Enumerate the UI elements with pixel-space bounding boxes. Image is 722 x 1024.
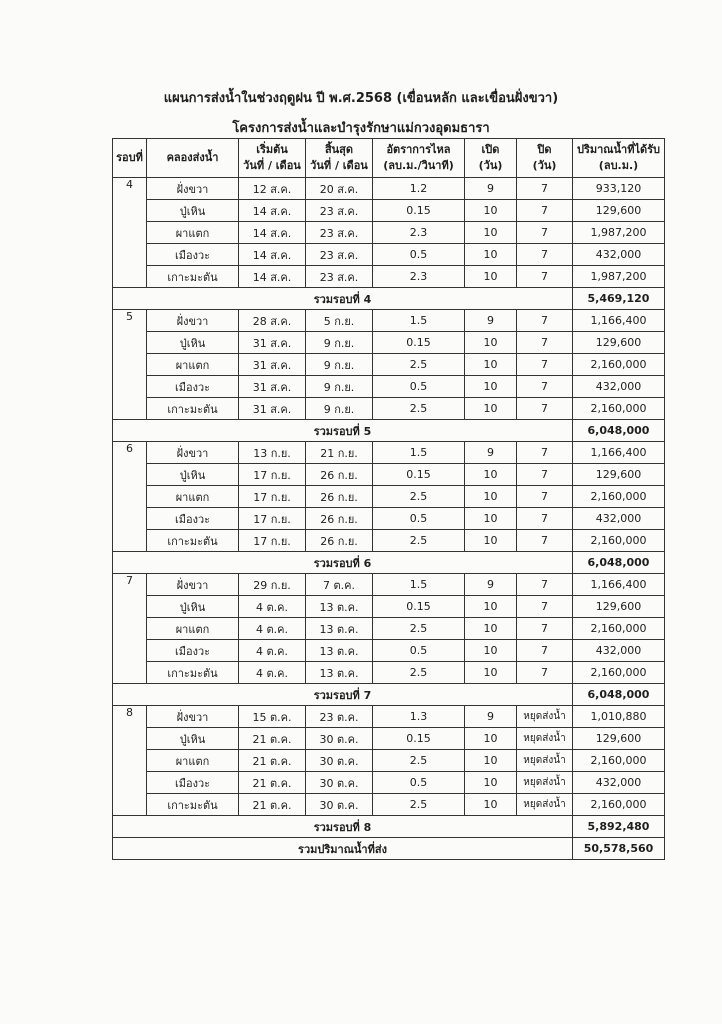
table-row: [113, 596, 665, 618]
cell-open: 10: [465, 266, 517, 288]
cell-end: 13 ต.ค.: [306, 596, 373, 618]
cell-rate: 2.5: [373, 486, 465, 508]
round-number: 5: [113, 310, 147, 420]
cell-open: 10: [465, 794, 517, 816]
cell-open: 10: [465, 530, 517, 552]
round-total-label: รวมรอบที่ 7: [113, 684, 573, 706]
cell-close: 7: [517, 200, 573, 222]
round-total-value: 5,469,120: [573, 288, 665, 310]
cell-canal: ผาแตก: [147, 354, 239, 376]
cell-rate: 0.15: [373, 200, 465, 222]
cell-rate: 2.5: [373, 750, 465, 772]
cell-close: หยุดส่งน้ำ: [517, 750, 573, 772]
cell-start: 4 ต.ค.: [239, 662, 306, 684]
cell-end: 9 ก.ย.: [306, 332, 373, 354]
cell-end: 23 ส.ค.: [306, 222, 373, 244]
cell-start: 21 ต.ค.: [239, 728, 306, 750]
cell-rate: 2.5: [373, 794, 465, 816]
cell-start: 21 ต.ค.: [239, 772, 306, 794]
cell-close: หยุดส่งน้ำ: [517, 772, 573, 794]
cell-open: 9: [465, 442, 517, 464]
cell-canal: ปู่เหิน: [147, 200, 239, 222]
cell-volume: 1,987,200: [573, 222, 665, 244]
header-close-days: ปิด (วัน): [517, 139, 573, 178]
cell-rate: 2.5: [373, 662, 465, 684]
cell-close: 7: [517, 464, 573, 486]
table-header-row: [113, 139, 665, 178]
cell-end: 23 ส.ค.: [306, 266, 373, 288]
cell-canal: ปู่เหิน: [147, 596, 239, 618]
cell-start: 28 ส.ค.: [239, 310, 306, 332]
cell-end: 21 ก.ย.: [306, 442, 373, 464]
cell-rate: 0.15: [373, 596, 465, 618]
round-number: 8: [113, 706, 147, 816]
cell-canal: เกาะมะตัน: [147, 794, 239, 816]
round-total-row: [113, 816, 665, 838]
header-start: เริ่มต้น วันที่ / เดือน: [239, 139, 306, 178]
table-row: [113, 530, 665, 552]
cell-close: 7: [517, 486, 573, 508]
cell-open: 10: [465, 376, 517, 398]
cell-open: 10: [465, 662, 517, 684]
cell-start: 14 ส.ค.: [239, 200, 306, 222]
cell-open: 10: [465, 332, 517, 354]
cell-rate: 1.5: [373, 310, 465, 332]
cell-end: 23 ส.ค.: [306, 244, 373, 266]
cell-end: 30 ต.ค.: [306, 750, 373, 772]
cell-start: 12 ส.ค.: [239, 178, 306, 200]
table-row: [113, 794, 665, 816]
cell-close: 7: [517, 618, 573, 640]
cell-start: 14 ส.ค.: [239, 266, 306, 288]
cell-start: 4 ต.ค.: [239, 596, 306, 618]
round-total-label: รวมรอบที่ 6: [113, 552, 573, 574]
cell-rate: 2.5: [373, 354, 465, 376]
cell-open: 10: [465, 772, 517, 794]
grand-total-value: 50,578,560: [573, 838, 665, 860]
cell-end: 9 ก.ย.: [306, 376, 373, 398]
cell-rate: 1.2: [373, 178, 465, 200]
cell-volume: 432,000: [573, 376, 665, 398]
cell-canal: ฝั่งขวา: [147, 706, 239, 728]
cell-open: 10: [465, 200, 517, 222]
cell-canal: ฝั่งขวา: [147, 178, 239, 200]
cell-volume: 2,160,000: [573, 662, 665, 684]
cell-volume: 2,160,000: [573, 618, 665, 640]
cell-close: 7: [517, 596, 573, 618]
round-number: 6: [113, 442, 147, 552]
document-subtitle: โครงการส่งน้ำและบำรุงรักษาแม่กวงอุดมธารา: [232, 121, 490, 136]
cell-close: 7: [517, 332, 573, 354]
round-total-row: [113, 552, 665, 574]
cell-volume: 1,166,400: [573, 442, 665, 464]
table-row: [113, 772, 665, 794]
cell-start: 4 ต.ค.: [239, 618, 306, 640]
table-row: [113, 266, 665, 288]
cell-close: 7: [517, 266, 573, 288]
cell-start: 17 ก.ย.: [239, 508, 306, 530]
cell-rate: 0.5: [373, 376, 465, 398]
table-row: [113, 200, 665, 222]
cell-end: 7 ต.ค.: [306, 574, 373, 596]
cell-volume: 129,600: [573, 200, 665, 222]
cell-close: 7: [517, 508, 573, 530]
cell-canal: ผาแตก: [147, 750, 239, 772]
table-row: [113, 574, 665, 596]
header-canal: คลองส่งน้ำ: [147, 139, 239, 178]
cell-end: 9 ก.ย.: [306, 398, 373, 420]
round-total-label: รวมรอบที่ 8: [113, 816, 573, 838]
grand-total-label: รวมปริมาณน้ำที่ส่ง: [113, 838, 573, 860]
cell-volume: 2,160,000: [573, 750, 665, 772]
cell-canal: ปู่เหิน: [147, 464, 239, 486]
cell-close: 7: [517, 662, 573, 684]
table-row: [113, 508, 665, 530]
cell-rate: 0.15: [373, 332, 465, 354]
cell-volume: 1,987,200: [573, 266, 665, 288]
table-row: [113, 662, 665, 684]
cell-start: 17 ก.ย.: [239, 464, 306, 486]
cell-canal: เกาะมะตัน: [147, 662, 239, 684]
water-delivery-plan-table: [112, 138, 665, 860]
table-row: [113, 750, 665, 772]
header-volume: ปริมาณน้ำที่ได้รับ (ลบ.ม.): [573, 139, 665, 178]
cell-volume: 2,160,000: [573, 486, 665, 508]
cell-rate: 2.5: [373, 618, 465, 640]
cell-volume: 129,600: [573, 464, 665, 486]
cell-close: 7: [517, 376, 573, 398]
cell-canal: เกาะมะตัน: [147, 398, 239, 420]
round-total-value: 6,048,000: [573, 552, 665, 574]
cell-volume: 432,000: [573, 772, 665, 794]
cell-start: 13 ก.ย.: [239, 442, 306, 464]
table-row: [113, 706, 665, 728]
round-total-label: รวมรอบที่ 5: [113, 420, 573, 442]
table-row: [113, 222, 665, 244]
cell-open: 10: [465, 618, 517, 640]
table-row: [113, 332, 665, 354]
round-total-value: 6,048,000: [573, 684, 665, 706]
cell-start: 21 ต.ค.: [239, 750, 306, 772]
round-total-row: [113, 288, 665, 310]
cell-end: 26 ก.ย.: [306, 464, 373, 486]
cell-canal: ฝั่งขวา: [147, 310, 239, 332]
cell-end: 30 ต.ค.: [306, 772, 373, 794]
table-row: [113, 398, 665, 420]
cell-start: 17 ก.ย.: [239, 486, 306, 508]
header-round: รอบที่: [113, 139, 147, 178]
cell-canal: ผาแตก: [147, 618, 239, 640]
cell-volume: 2,160,000: [573, 398, 665, 420]
cell-canal: เกาะมะตัน: [147, 530, 239, 552]
cell-close: หยุดส่งน้ำ: [517, 706, 573, 728]
cell-volume: 1,166,400: [573, 574, 665, 596]
cell-rate: 0.5: [373, 772, 465, 794]
cell-canal: เมืองวะ: [147, 244, 239, 266]
table-row: [113, 244, 665, 266]
cell-start: 21 ต.ค.: [239, 794, 306, 816]
cell-start: 17 ก.ย.: [239, 530, 306, 552]
cell-rate: 1.5: [373, 574, 465, 596]
cell-open: 10: [465, 244, 517, 266]
cell-end: 13 ต.ค.: [306, 640, 373, 662]
cell-open: 10: [465, 750, 517, 772]
cell-rate: 2.3: [373, 222, 465, 244]
cell-volume: 1,010,880: [573, 706, 665, 728]
cell-volume: 2,160,000: [573, 354, 665, 376]
table-row: [113, 618, 665, 640]
table-row: [113, 376, 665, 398]
table-row: [113, 310, 665, 332]
cell-start: 29 ก.ย.: [239, 574, 306, 596]
round-number: 4: [113, 178, 147, 288]
cell-close: หยุดส่งน้ำ: [517, 794, 573, 816]
cell-canal: ปู่เหิน: [147, 332, 239, 354]
cell-open: 9: [465, 574, 517, 596]
cell-canal: ผาแตก: [147, 222, 239, 244]
cell-volume: 129,600: [573, 596, 665, 618]
cell-rate: 1.3: [373, 706, 465, 728]
cell-close: 7: [517, 574, 573, 596]
cell-open: 10: [465, 464, 517, 486]
cell-open: 9: [465, 310, 517, 332]
table-row: [113, 486, 665, 508]
cell-canal: ผาแตก: [147, 486, 239, 508]
cell-rate: 0.5: [373, 640, 465, 662]
cell-start: 15 ต.ค.: [239, 706, 306, 728]
cell-close: 7: [517, 530, 573, 552]
table-row: [113, 178, 665, 200]
cell-volume: 1,166,400: [573, 310, 665, 332]
cell-open: 10: [465, 508, 517, 530]
header-open-days: เปิด (วัน): [465, 139, 517, 178]
cell-start: 14 ส.ค.: [239, 244, 306, 266]
cell-start: 31 ส.ค.: [239, 332, 306, 354]
cell-open: 9: [465, 178, 517, 200]
cell-rate: 2.5: [373, 530, 465, 552]
cell-end: 30 ต.ค.: [306, 794, 373, 816]
cell-open: 10: [465, 596, 517, 618]
cell-close: 7: [517, 398, 573, 420]
cell-rate: 2.3: [373, 266, 465, 288]
round-total-value: 5,892,480: [573, 816, 665, 838]
round-total-row: [113, 684, 665, 706]
header-flow-rate: อัตราการไหล (ลบ.ม./วินาที): [373, 139, 465, 178]
cell-volume: 432,000: [573, 508, 665, 530]
cell-close: หยุดส่งน้ำ: [517, 728, 573, 750]
cell-end: 13 ต.ค.: [306, 662, 373, 684]
cell-volume: 933,120: [573, 178, 665, 200]
cell-end: 20 ส.ค.: [306, 178, 373, 200]
cell-end: 26 ก.ย.: [306, 486, 373, 508]
round-total-row: [113, 420, 665, 442]
cell-end: 9 ก.ย.: [306, 354, 373, 376]
cell-canal: เกาะมะตัน: [147, 266, 239, 288]
cell-canal: เมืองวะ: [147, 376, 239, 398]
cell-open: 10: [465, 398, 517, 420]
cell-rate: 0.5: [373, 244, 465, 266]
cell-rate: 2.5: [373, 398, 465, 420]
cell-start: 31 ส.ค.: [239, 376, 306, 398]
cell-close: 7: [517, 222, 573, 244]
cell-open: 10: [465, 354, 517, 376]
cell-canal: ฝั่งขวา: [147, 442, 239, 464]
cell-open: 10: [465, 640, 517, 662]
document-title: แผนการส่งน้ำในช่วงฤดูฝน ปี พ.ศ.2568 (เขื่อนหลัก และเขื่อนฝั่งขวา): [163, 91, 559, 106]
cell-end: 5 ก.ย.: [306, 310, 373, 332]
cell-end: 13 ต.ค.: [306, 618, 373, 640]
round-total-label: รวมรอบที่ 4: [113, 288, 573, 310]
cell-volume: 432,000: [573, 244, 665, 266]
cell-rate: 1.5: [373, 442, 465, 464]
cell-volume: 2,160,000: [573, 530, 665, 552]
cell-canal: ปู่เหิน: [147, 728, 239, 750]
table-row: [113, 640, 665, 662]
table-row: [113, 728, 665, 750]
table-body: [113, 178, 665, 838]
cell-volume: 432,000: [573, 640, 665, 662]
cell-volume: 2,160,000: [573, 794, 665, 816]
cell-canal: เมืองวะ: [147, 508, 239, 530]
cell-close: 7: [517, 244, 573, 266]
header-end: สิ้นสุด วันที่ / เดือน: [306, 139, 373, 178]
cell-volume: 129,600: [573, 332, 665, 354]
cell-end: 26 ก.ย.: [306, 530, 373, 552]
cell-open: 10: [465, 728, 517, 750]
cell-end: 23 ส.ค.: [306, 200, 373, 222]
cell-rate: 0.15: [373, 464, 465, 486]
cell-close: 7: [517, 310, 573, 332]
cell-start: 14 ส.ค.: [239, 222, 306, 244]
cell-start: 31 ส.ค.: [239, 398, 306, 420]
table-row: [113, 464, 665, 486]
table-row: [113, 354, 665, 376]
cell-end: 26 ก.ย.: [306, 508, 373, 530]
cell-close: 7: [517, 354, 573, 376]
cell-open: 10: [465, 486, 517, 508]
round-number: 7: [113, 574, 147, 684]
cell-canal: เมืองวะ: [147, 640, 239, 662]
cell-open: 9: [465, 706, 517, 728]
table-row: [113, 442, 665, 464]
grand-total-row: [113, 838, 665, 860]
cell-start: 31 ส.ค.: [239, 354, 306, 376]
cell-open: 10: [465, 222, 517, 244]
cell-end: 30 ต.ค.: [306, 728, 373, 750]
cell-close: 7: [517, 178, 573, 200]
cell-rate: 0.15: [373, 728, 465, 750]
cell-close: 7: [517, 442, 573, 464]
cell-volume: 129,600: [573, 728, 665, 750]
round-total-value: 6,048,000: [573, 420, 665, 442]
cell-canal: เมืองวะ: [147, 772, 239, 794]
cell-canal: ฝั่งขวา: [147, 574, 239, 596]
cell-rate: 0.5: [373, 508, 465, 530]
cell-end: 23 ต.ค.: [306, 706, 373, 728]
cell-start: 4 ต.ค.: [239, 640, 306, 662]
cell-close: 7: [517, 640, 573, 662]
